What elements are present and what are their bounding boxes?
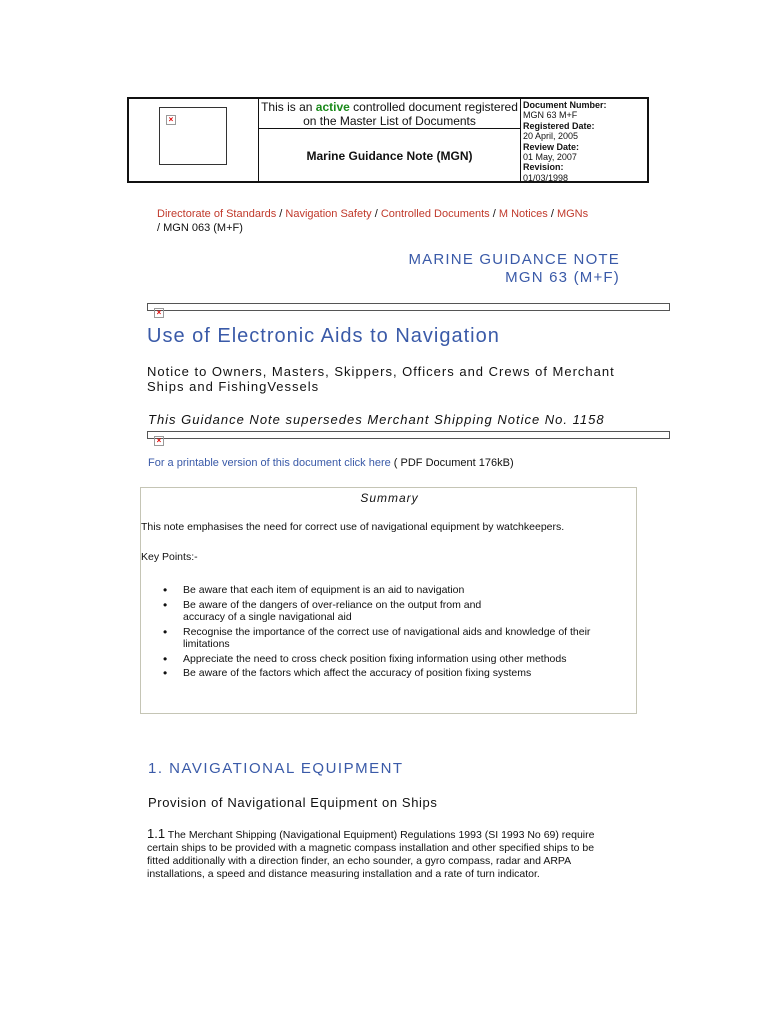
breadcrumb-link-mgns[interactable]: MGNs <box>556 208 589 220</box>
notice-audience: Notice to Owners, Masters, Skippers, Officers and Crews of Merchant Ships and FishingVessels <box>147 364 615 394</box>
printable-version-size: ( PDF Document 176kB) <box>390 457 514 469</box>
summary-text: This note emphasises the need for correct use of navigational equipment by watchkeepers. <box>141 521 565 533</box>
breadcrumb-separator: / <box>374 208 378 220</box>
divider-image <box>147 303 670 311</box>
paragraph-text: The Merchant Shipping (Navigational Equipment) Regulations 1993 (SI 1993 No 69) require certain ships to be provided with a magnetic compass installation and other specified ships to be fitted additionally with a direction finder, an echo sounder, a gyro compass, radar and ARPA installations, a speed and distance measuring installation and a rate of turn indicator. <box>147 829 595 880</box>
breadcrumb-link-navigation-safety[interactable]: Navigation Safety <box>285 208 372 220</box>
key-points-label: Key Points:- <box>141 551 198 563</box>
note-number: MGN 63 (M+F) <box>505 269 620 286</box>
summary-title: Summary <box>360 491 419 505</box>
paragraph <box>147 827 617 881</box>
control-text-after: controlled document registered on the Master List of Documents <box>303 100 518 128</box>
breadcrumb-separator: / <box>492 208 496 220</box>
list-item: • Be aware of the factors which affect the accuracy of position fixing systems <box>163 667 633 680</box>
note-heading: MARINE GUIDANCE NOTE <box>408 251 620 268</box>
registered-date: 20 April, 2005 <box>523 131 579 142</box>
list-item: • Be aware that each item of equipment is an aid to navigation <box>163 584 633 597</box>
document-control-header <box>127 97 649 183</box>
revision: 01/03/1998 <box>523 172 569 183</box>
control-status-text <box>259 99 520 129</box>
breadcrumb-current: MGN 063 (M+F) <box>163 222 243 234</box>
breadcrumb-separator: / <box>550 208 554 220</box>
broken-image-icon: × <box>154 436 164 446</box>
review-date: 01 May, 2007 <box>523 152 577 163</box>
control-text-before: This is an <box>261 100 316 114</box>
breadcrumb-link-m-notices[interactable]: M Notices <box>498 208 548 220</box>
list-item: • Be aware of the dangers of over-reliance on the output from and accuracy of a single navigational aid <box>163 599 633 624</box>
doc-number: MGN 63 M+F <box>523 110 578 121</box>
section-heading: 1. NAVIGATIONAL EQUIPMENT <box>148 760 404 777</box>
supersedes-note: This Guidance Note supersedes Merchant Shipping Notice No. 1158 <box>148 412 605 427</box>
section-subheading: Provision of Navigational Equipment on Ships <box>148 795 438 810</box>
printable-version-link[interactable]: For a printable version of this document click here <box>148 457 391 469</box>
breadcrumb-link-controlled-documents[interactable]: Controlled Documents <box>380 208 490 220</box>
breadcrumb <box>157 207 637 235</box>
active-label: active <box>315 100 350 114</box>
logo-cell <box>129 99 259 183</box>
printable-version <box>148 457 514 469</box>
breadcrumb-separator: / <box>157 222 161 234</box>
doc-meta-cell <box>521 99 649 183</box>
list-item: • Recognise the importance of the correct use of navigational aids and knowledge of their limitations <box>163 626 633 651</box>
doc-type: Marine Guidance Note (MGN) <box>306 149 473 163</box>
summary-box <box>140 487 637 714</box>
breadcrumb-link-directorate[interactable]: Directorate of Standards <box>157 208 277 220</box>
revision-label: Revision: <box>523 162 564 173</box>
review-date-label: Review Date: <box>523 141 580 152</box>
broken-image-icon: × <box>154 308 164 318</box>
list-item: • Appreciate the need to cross check position fixing information using other methods <box>163 653 633 666</box>
control-status-cell <box>259 99 521 183</box>
key-points-list <box>163 584 633 682</box>
divider-image <box>147 431 670 439</box>
page-title: Use of Electronic Aids to Navigation <box>147 325 500 347</box>
registered-date-label: Registered Date: <box>523 120 595 131</box>
logo-frame <box>159 107 227 165</box>
breadcrumb-separator: / <box>279 208 283 220</box>
paragraph-number: 1.1 <box>147 826 166 841</box>
broken-image-icon: × <box>166 115 176 125</box>
doc-number-label: Document Number: <box>523 100 607 110</box>
